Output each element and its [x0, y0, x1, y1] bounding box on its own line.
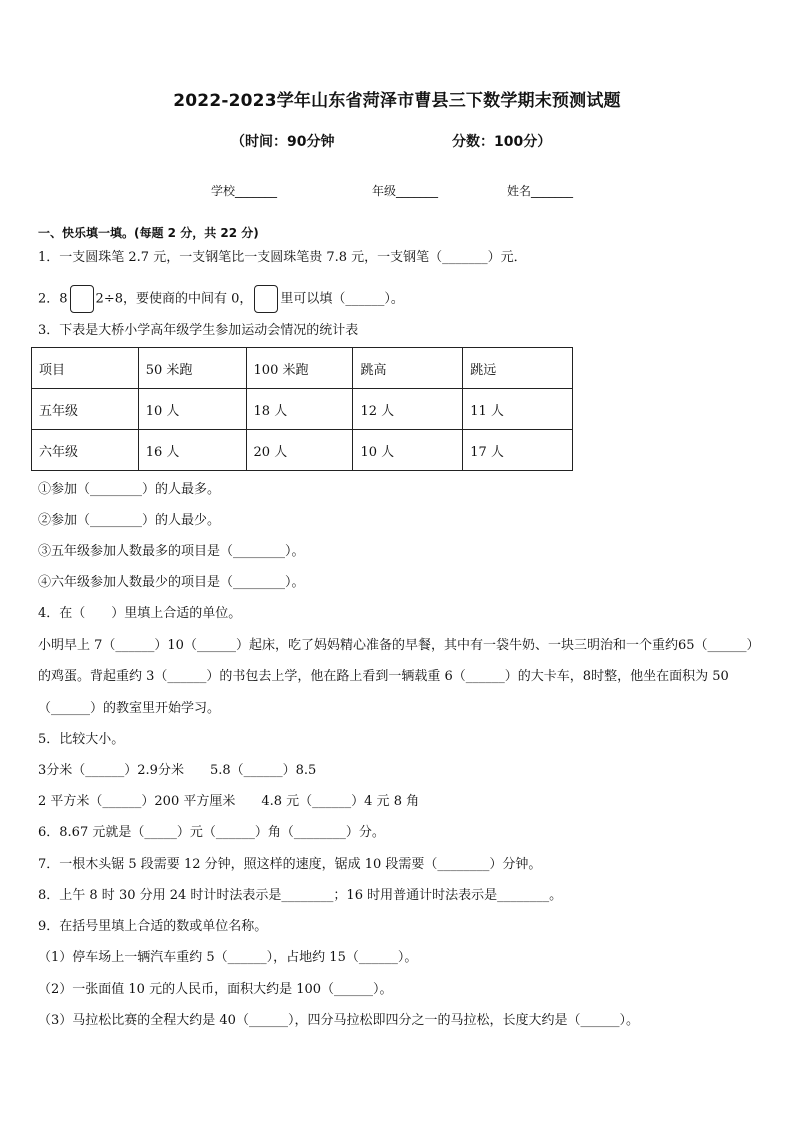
question-4-line-3: （______）的教室里开始学习。 — [38, 701, 221, 716]
table-header-cell: 项目 — [32, 348, 139, 389]
question-2-part1: 2．8 — [38, 291, 68, 307]
question-6: 6．8.67 元就是（_____）元（______）角（________）分。 — [38, 825, 385, 840]
table-cell: 16 人 — [138, 430, 246, 471]
question-4: 4．在（ ）里填上合适的单位。 — [38, 606, 242, 621]
question-9-line-1: （1）停车场上一辆汽车重约 5（______），占地约 15（______）。 — [38, 950, 418, 965]
question-3: 3．下表是大桥小学高年级学生参加运动会情况的统计表 — [38, 323, 359, 338]
table-cell: 五年级 — [32, 389, 139, 430]
table-row — [32, 389, 573, 430]
page-title: 2022-2023学年山东省菏泽市曹县三下数学期末预测试题 — [173, 91, 621, 111]
question-3-sub-3: ③五年级参加人数最多的项目是（________）。 — [38, 544, 305, 559]
question-3-sub-4: ④六年级参加人数最少的项目是（________）。 — [38, 575, 305, 590]
question-2 — [38, 285, 404, 313]
question-2-part2: 2÷8，要使商的中间有 0， — [95, 291, 253, 307]
question-2-part3: 里可以填（______）。 — [280, 291, 404, 307]
stats-table — [31, 347, 573, 471]
table-header-cell: 100 米跑 — [246, 348, 353, 389]
section-heading: 一、快乐填一填。(每题 2 分，共 22 分) — [38, 226, 259, 240]
question-7: 7．一根木头锯 5 段需要 12 分钟，照这样的速度，锯成 10 段需要（________）分钟。 — [38, 857, 542, 872]
question-1: 1．一支圆珠笔 2.7 元，一支钢笔比一支圆珠笔贵 7.8 元，一支钢笔（_______）元． — [38, 250, 527, 265]
table-row — [32, 430, 573, 471]
table-cell: 20 人 — [246, 430, 353, 471]
student-info-row — [0, 182, 794, 202]
exam-score: 分数：100分） — [452, 134, 552, 150]
table-cell: 10 人 — [138, 389, 246, 430]
table-cell: 10 人 — [353, 430, 463, 471]
table-header-cell: 50 米跑 — [138, 348, 246, 389]
question-4-line-2: 的鸡蛋。背起重约 3（______）的书包去上学，他在路上看到一辆载重 6（______）的大卡车，8时整，他坐在面积为 50 — [38, 669, 729, 684]
table-header-row — [32, 348, 573, 389]
question-4-line-1: 小明早上 7（______）10（______）起床，吃了妈妈精心准备的早餐，其中有一袋牛奶、一块三明治和一个重约65（______） — [38, 638, 760, 653]
question-9-line-2: （2）一张面值 10 元的人民币，面积大约是 100（______）。 — [38, 982, 393, 997]
question-5-line-2: 2 平方米（______）200 平方厘米 4.8 元（______）4 元 8 角 — [38, 794, 420, 809]
table-cell: 12 人 — [353, 389, 463, 430]
blank-box — [70, 285, 94, 313]
grade-field: 年级_______ — [372, 184, 439, 198]
question-3-sub-1: ①参加（________）的人最多。 — [38, 482, 221, 497]
table-cell: 17 人 — [463, 430, 573, 471]
table-header-cell: 跳远 — [463, 348, 573, 389]
question-8: 8．上午 8 时 30 分用 24 时计时法表示是________；16 时用普通计时法表示是________。 — [38, 888, 563, 903]
table-cell: 六年级 — [32, 430, 139, 471]
table-cell: 18 人 — [246, 389, 353, 430]
exam-time: （时间：90分钟 — [231, 134, 335, 150]
blank-box — [254, 285, 278, 313]
question-5-line-1: 3分米（______）2.9分米 5.8（______）8.5 — [38, 763, 317, 778]
question-9: 9．在括号里填上合适的数或单位名称。 — [38, 919, 268, 934]
question-3-sub-2: ②参加（________）的人最少。 — [38, 513, 221, 528]
table-header-cell: 跳高 — [353, 348, 463, 389]
question-9-line-3: （3）马拉松比赛的全程大约是 40（______），四分马拉松即四分之一的马拉松，长度大约是（______）。 — [38, 1013, 639, 1028]
school-field: 学校_______ — [211, 184, 278, 198]
name-field: 姓名_______ — [507, 184, 574, 198]
question-5: 5．比较大小。 — [38, 732, 125, 747]
table-cell: 11 人 — [463, 389, 573, 430]
